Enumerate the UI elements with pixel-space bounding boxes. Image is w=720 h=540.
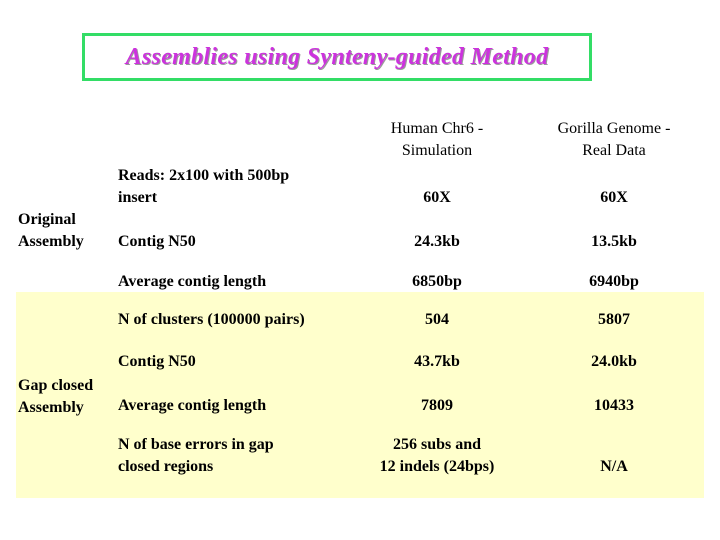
row-label-n-clusters: N of clusters (100000 pairs) <box>118 311 305 328</box>
row-label-base-errors <box>118 434 274 478</box>
row-label-avg-contig-gap-closed: Average contig length <box>118 397 267 414</box>
group-gap-closed-line2: Assembly <box>18 399 84 416</box>
row-label-reads-line2: insert <box>118 189 158 206</box>
row-label-reads-line1: Reads: 2x100 with 500bp <box>118 167 290 184</box>
value-base-errors-gorilla: N/A <box>600 458 628 475</box>
row-label-base-errors-line1: N of base errors in gap <box>118 436 274 453</box>
value-n-clusters-human: 504 <box>425 311 449 328</box>
value-contig-n50-gap-closed-gorilla: 24.0kb <box>591 353 637 370</box>
header-human-line2: Simulation <box>401 142 473 159</box>
group-original-line1: Original <box>18 211 76 228</box>
row-label-avg-contig-original: Average contig length <box>118 273 267 290</box>
value-contig-n50-original-human: 24.3kb <box>414 233 460 250</box>
row-label-contig-n50-original: Contig N50 <box>118 233 196 250</box>
value-base-errors-human-line1: 256 subs and <box>392 436 482 453</box>
row-label-contig-n50-gap-closed: Contig N50 <box>118 353 196 370</box>
title-box <box>82 33 592 81</box>
row-label-base-errors-line2: closed regions <box>118 458 214 475</box>
value-reads-gorilla: 60X <box>600 189 628 206</box>
value-contig-n50-original-gorilla: 13.5kb <box>591 233 637 250</box>
value-n-clusters-gorilla: 5807 <box>598 311 630 328</box>
header-gorilla-line2: Real Data <box>582 142 646 159</box>
value-avg-contig-original-human: 6850bp <box>412 273 462 290</box>
group-gap-closed-assembly <box>18 375 93 419</box>
value-base-errors-human <box>352 434 522 478</box>
group-original-assembly <box>18 209 84 253</box>
header-gorilla-line1: Gorilla Genome - <box>557 120 671 137</box>
value-avg-contig-gap-closed-gorilla: 10433 <box>594 397 634 414</box>
value-avg-contig-gap-closed-human: 7809 <box>421 397 453 414</box>
value-reads-human: 60X <box>423 189 451 206</box>
value-base-errors-human-line2: 12 indels (24bps) <box>379 458 495 475</box>
slide-title: Assemblies using Synteny-guided Method <box>125 43 549 70</box>
header-gorilla-genome <box>528 118 700 162</box>
value-contig-n50-gap-closed-human: 43.7kb <box>414 353 460 370</box>
group-original-line2: Assembly <box>18 233 84 250</box>
row-label-reads <box>118 165 289 209</box>
header-human-line1: Human Chr6 - <box>390 120 484 137</box>
value-avg-contig-original-gorilla: 6940bp <box>589 273 639 290</box>
group-gap-closed-line1: Gap closed <box>18 377 94 394</box>
header-human-chr6 <box>352 118 522 162</box>
